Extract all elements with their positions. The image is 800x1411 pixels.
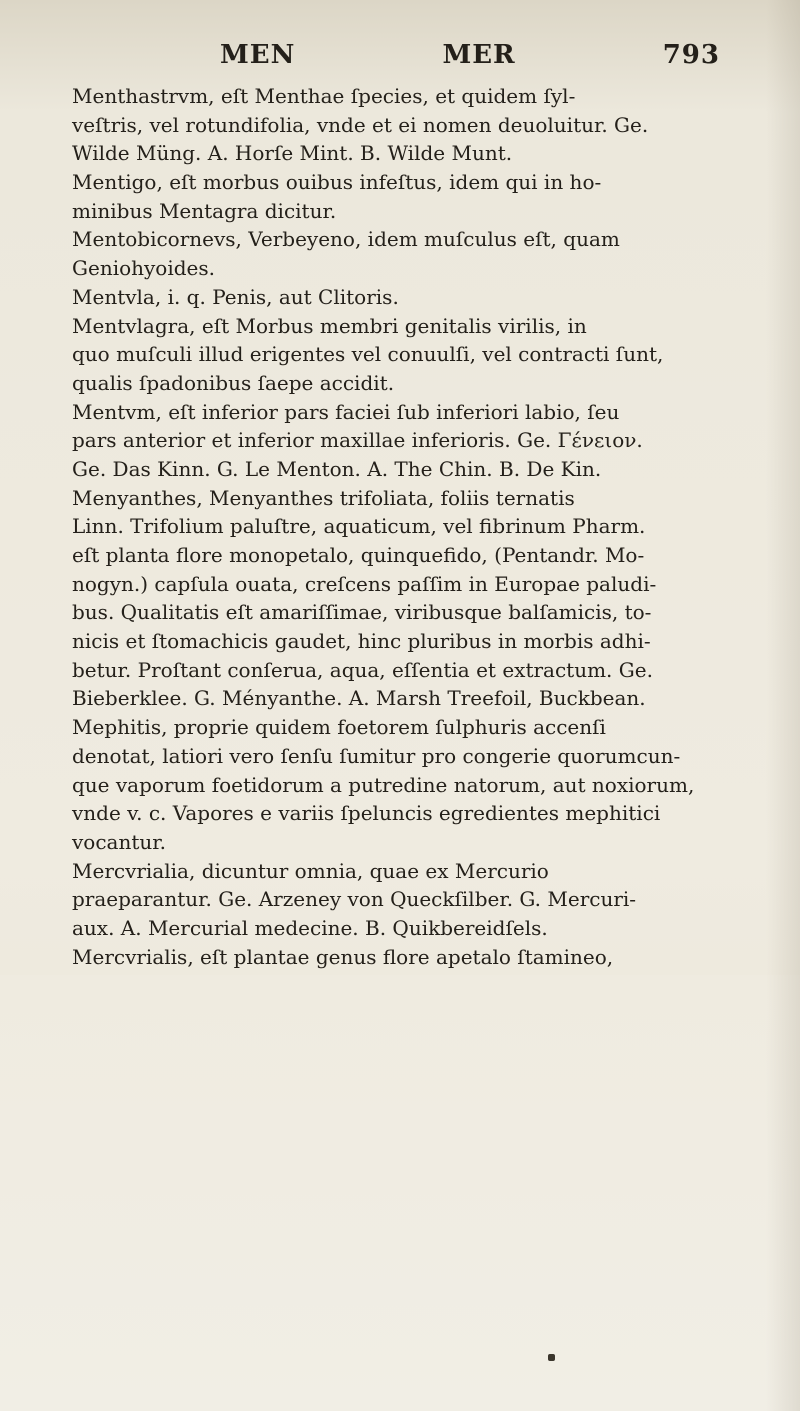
text-line: betur. Proſtant conſerua, aqua, eſſentia et extractum. Ge. (72, 657, 653, 682)
text-line: minibus Mentagra dicitur. (72, 198, 337, 223)
text-line: quo muſculi illud erigentes vel conuulſi, vel contracti ſunt, (72, 342, 664, 367)
ink-speck (548, 1354, 555, 1361)
text-line: Geniohyoides. (72, 256, 216, 281)
page-edge-shadow (766, 0, 800, 1411)
text-line: Linn. Trifolium paluſtre, aquaticum, vel fibrinum Pharm. (72, 514, 646, 539)
text-line: Mentvm, eſt inferior pars faciei ſub inferiori labio, ſeu (72, 399, 620, 424)
text-line: Wilde Müng. A. Horſe Mint. B. Wilde Munt. (72, 141, 513, 166)
text-line: Mercvrialis, eſt plantae genus flore apetalo ſtamineo, (72, 944, 614, 969)
text-line: Mercvrialia, dicuntur omnia, quae ex Mercurio (72, 858, 549, 883)
text-line: praeparantur. Ge. Arzeney von Queckſilber. G. Mercuri- (72, 887, 637, 912)
text-line: vnde v. c. Vapores e variis ſpeluncis egredientes mephitici (72, 801, 661, 826)
header-middle-word: MER (442, 40, 516, 70)
text-line: pars anterior et inferior maxillae inferioris. Ge. Γένειον. (72, 428, 643, 453)
text-line: que vaporum foetidorum a putredine natorum, aut noxiorum, (72, 772, 695, 797)
running-header (220, 38, 720, 72)
header-left-word: MEN (220, 40, 296, 70)
text-line: nicis et ſtomachicis gaudet, hinc pluribus in morbis adhi- (72, 629, 651, 654)
blank-lower-margin (0, 975, 800, 1411)
text-line: Mephitis, proprie quidem foetorem ſulphuris accenſi (72, 715, 606, 740)
text-line: denotat, latiori vero ſenſu ſumitur pro congerie quorumcun- (72, 743, 681, 768)
text-line: Mentigo, eſt morbus ouibus infeſtus, idem qui in ho- (72, 170, 602, 195)
text-line: bus. Qualitatis eſt amariſſimae, viribusque balſamicis, to- (72, 600, 652, 625)
text-line: Menthastrvm, eſt Menthae ſpecies, et quidem ſyl- (72, 84, 576, 108)
text-line: veſtris, vel rotundifolia, vnde et ei nomen deuoluitur. Ge. (72, 112, 649, 137)
text-line: Ge. Das Kinn. G. Le Menton. A. The Chin. B. De Kin. (72, 456, 602, 481)
text-line: aux. A. Mercurial medecine. B. Quikbereidſels. (72, 915, 548, 940)
dictionary-text (72, 82, 762, 969)
text-line: Mentvla, i. q. Penis, aut Clitoris. (72, 284, 399, 309)
text-line: Mentvlagra, eſt Morbus membri genitalis virilis, in (72, 313, 587, 338)
page-number: 793 (662, 40, 720, 70)
text-line: Bieberklee. G. Ményanthe. A. Marsh Treefoil, Buckbean. (72, 686, 646, 711)
text-line: vocantur. (72, 829, 166, 854)
text-line: nogyn.) capſula ouata, creſcens paſſim in Europae paludi- (72, 571, 657, 596)
text-line: Menyanthes, Menyanthes trifoliata, foliis ternatis (72, 485, 575, 510)
text-line: qualis ſpadonibus ſaepe accidit. (72, 370, 395, 395)
text-line: Mentobicornevs, Verbeyeno, idem muſculus eſt, quam (72, 227, 620, 252)
text-line: eſt planta flore monopetalo, quinquefido, (Pentandr. Mo- (72, 543, 645, 567)
